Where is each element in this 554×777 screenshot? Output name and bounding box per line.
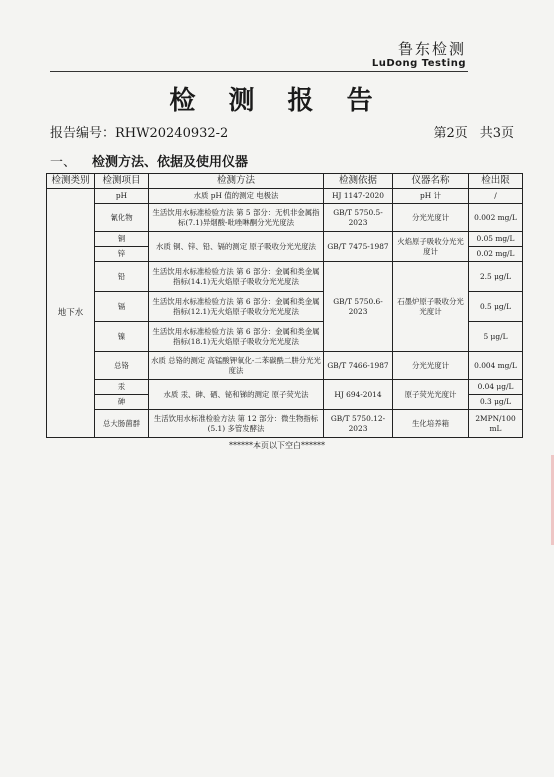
table-row <box>47 189 523 204</box>
instrument-cell: 分光光度计 <box>393 352 469 380</box>
limit-cell: 0.02 mg/L <box>469 247 523 262</box>
column-header: 检测方法 <box>149 174 324 189</box>
blank-below-note: ******本页以下空白****** <box>229 441 325 450</box>
item-cell: 锌 <box>95 247 149 262</box>
method-cell: 水质 铜、锌、铅、镉的测定 原子吸收分光光度法 <box>149 232 324 262</box>
basis-cell: GB/T 5750.12-2023 <box>324 410 393 438</box>
instrument-cell: 原子荧光光度计 <box>393 380 469 410</box>
limit-cell: / <box>469 189 523 204</box>
instrument-cell: 石墨炉原子吸收分光光度计 <box>393 262 469 352</box>
method-cell: 生活饮用水标准检验方法 第 5 部分：无机非金属指标(7.1)异烟酸-吡唑啉酮分光光度法 <box>149 204 324 232</box>
table-row <box>47 232 523 247</box>
section-heading <box>50 151 248 170</box>
item-cell: 总铬 <box>95 352 149 380</box>
limit-cell: 2MPN/100 mL <box>469 410 523 438</box>
table-row <box>47 204 523 232</box>
methods-table <box>46 173 523 438</box>
seal-stamp-edge <box>537 455 554 545</box>
limit-cell: 0.002 mg/L <box>469 204 523 232</box>
item-cell: 铜 <box>95 232 149 247</box>
table-row <box>47 380 523 395</box>
category-cell: 地下水 <box>47 189 95 438</box>
item-cell: 镉 <box>95 292 149 322</box>
limit-cell: 0.004 mg/L <box>469 352 523 380</box>
limit-cell: 2.5 μg/L <box>469 262 523 292</box>
item-cell: 镍 <box>95 322 149 352</box>
item-cell: 氰化物 <box>95 204 149 232</box>
basis-cell: HJ 1147-2020 <box>324 189 393 204</box>
column-header: 检测项目 <box>95 174 149 189</box>
item-cell: 砷 <box>95 395 149 410</box>
basis-cell: GB/T 5750.6-2023 <box>324 262 393 352</box>
page-current: 第2页 <box>433 126 468 141</box>
method-cell: 生活饮用水标准检验方法 第 6 部分：金属和类金属指标(18.1)无火焰原子吸收分光光度法 <box>149 322 324 352</box>
item-cell: 铅 <box>95 262 149 292</box>
column-header: 检测类别 <box>47 174 95 189</box>
column-header: 仪器名称 <box>393 174 469 189</box>
table-row <box>47 410 523 438</box>
item-cell: 汞 <box>95 380 149 395</box>
limit-cell: 5 μg/L <box>469 322 523 352</box>
method-cell: 水质 汞、砷、硒、铋和锑的测定 原子荧光法 <box>149 380 324 410</box>
method-cell: 生活饮用水标准检验方法 第 6 部分：金属和类金属指标(12.1)无火焰原子吸收分光光度法 <box>149 292 324 322</box>
report-title: 检 测 报 告 <box>169 86 385 116</box>
limit-cell: 0.05 mg/L <box>469 232 523 247</box>
method-cell: 生活饮用水标准检验方法 第 12 部分：微生物指标(5.1) 多管发酵法 <box>149 410 324 438</box>
section-title: 检测方法、依据及使用仪器 <box>92 155 249 170</box>
page-indicator <box>421 122 514 141</box>
item-cell: pH <box>95 189 149 204</box>
limit-cell: 0.04 μg/L <box>469 380 523 395</box>
method-cell: 水质 pH 值的测定 电极法 <box>149 189 324 204</box>
table-row <box>47 262 523 292</box>
instrument-cell: 生化培养箱 <box>393 410 469 438</box>
table-row <box>47 352 523 380</box>
header-divider <box>50 71 468 72</box>
method-cell: 水质 总铬的测定 高锰酸钾氧化-二苯碳酰二肼分光光度法 <box>149 352 324 380</box>
method-cell: 生活饮用水标准检验方法 第 6 部分：金属和类金属指标(14.1)无火焰原子吸收分光光度法 <box>149 262 324 292</box>
table-header-row <box>47 174 523 189</box>
limit-cell: 0.3 μg/L <box>469 395 523 410</box>
basis-cell: GB/T 7475-1987 <box>324 232 393 262</box>
instrument-cell: 火焰原子吸收分光光度计 <box>393 232 469 262</box>
item-cell: 总大肠菌群 <box>95 410 149 438</box>
instrument-cell: 分光光度计 <box>393 204 469 232</box>
limit-cell: 0.5 μg/L <box>469 292 523 322</box>
basis-cell: GB/T 5750.5-2023 <box>324 204 393 232</box>
basis-cell: HJ 694-2014 <box>324 380 393 410</box>
section-number: 一、 <box>50 155 77 170</box>
instrument-cell: pH 计 <box>393 189 469 204</box>
column-header: 检测依据 <box>324 174 393 189</box>
column-header: 检出限 <box>469 174 523 189</box>
basis-cell: GB/T 7466-1987 <box>324 352 393 380</box>
page-total: 共3页 <box>479 126 514 141</box>
brand-name-en: LuDong Testing <box>371 58 466 69</box>
report-number: 报告编号：RHW20240932-2 <box>50 126 229 141</box>
brand-name-cn: 鲁东检测 <box>397 40 466 58</box>
